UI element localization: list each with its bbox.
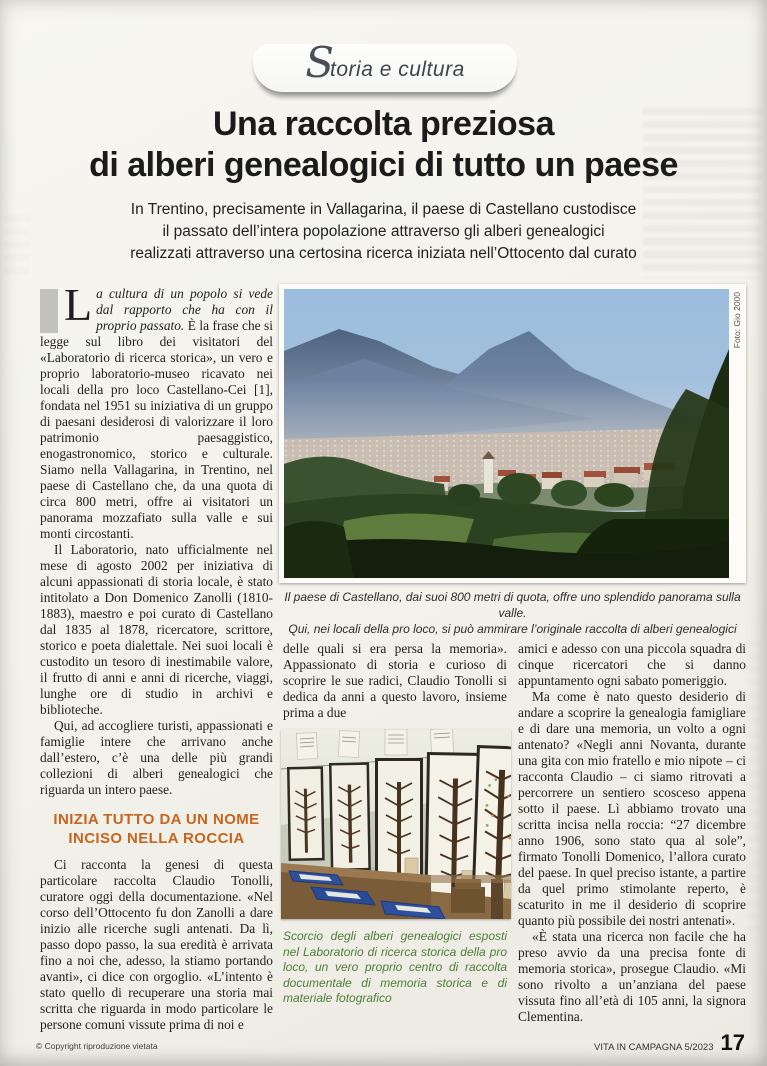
- article-lede: [60, 199, 707, 265]
- chair: [451, 879, 503, 919]
- article-column-1: [40, 279, 273, 1033]
- article-title-line1: Una raccolta preziosa: [213, 105, 554, 143]
- paragraph: Il Laboratorio, nato ufficialmente nel mese di agosto 2002 per iniziativa di alcuni appassionati di storia locale, è stato intitolato a Don Domenico Zanolli (1810-1883), maestro e poi curato di Castellano dal 1835 al 1878, ricercatore, scrittore, storico e poeta dialettale. Nei suoi locali è custodito un tesoro di inestimabile valore, il frutto di anni e anni di ricerche, viaggi, lunghe ore di studio in archivi e biblioteche.: [40, 542, 273, 717]
- main-photo-caption: [279, 589, 746, 637]
- paragraph: Qui, ad accogliere turisti, appassionati e famiglie intere che arrivano anche dall’estero, c’è una delle più grandi collezioni di alberi genealogici che riguarda un intero paese.: [40, 718, 273, 797]
- page-bleed-through: [747, 640, 761, 940]
- paragraph: Ma come è nato questo desiderio di andare a scoprire la genealogia famigliare e di dare una memoria, un volto a ogni antenato? «Negli anni Novanta, durante una gita con mio fratello e mio nipote – ci racconta Claudio – ci siamo ritrovati a percorrere un sentiero scosceso appena sotto il paese. Lì abbiamo trovato una scritta incisa nella roccia: “27 dicembre anno 1906, sono stato qua al sole”, firmato Tonolli Domenico, l’allora curato del paese. In quel preciso istante, a partire da quel primo stimolante reperto, è scaturito in me il desiderio di scoprire quanto più possibile dei nostri antenati».: [518, 689, 746, 928]
- article-column-3: [518, 641, 746, 1025]
- main-photo-caption-line2: Qui, nei locali della pro loco, si può ammirare l’originale raccolta di alberi genealogici: [288, 622, 737, 636]
- paragraph: [40, 279, 273, 542]
- section-tab: [253, 38, 517, 94]
- lede-line1: In Trentino, precisamente in Vallagarina, il paese di Castellano custodisce: [130, 201, 637, 218]
- main-photo-caption-line1: Il paese di Castellano, dai suoi 800 metri di quota, offre uno splendido panorama sulla valle.: [284, 590, 741, 620]
- section-label: toria e cultura: [330, 58, 465, 81]
- section-script-initial: S: [305, 38, 335, 87]
- paragraph: «È stata una ricerca non facile che ha preso avvio da una precisa fonte di memoria storica», prosegue Claudio. «Mi sono rivolto a un’anziana del paese vissuta fino all’età di 105 anni, la signora Clementina.: [518, 929, 746, 1024]
- article-title: [0, 104, 767, 186]
- magazine-issue: VITA IN CAMPAGNA 5/2023: [594, 1042, 714, 1053]
- section-heading-line1: INIZIA TUTTO DA UN NOME: [53, 811, 260, 828]
- dropcap-letter: L: [64, 279, 93, 330]
- photo-credit: Foto: Gio 2000: [732, 292, 742, 349]
- trees-photo-caption: Scorcio degli alberi genealogici esposti nel Laboratorio di ricerca storica della pro loco, un vero proprio centro di raccolta documentale di memoria storica e di materiale fotografico: [283, 929, 507, 1005]
- paragraph: delle quali si era persa la memoria». Appassionato di storia e curioso di scoprire le sue radici, Claudio Tonolli si dedica da anni a questo lavoro, insieme prima a due: [283, 641, 507, 720]
- dropcap-ornament: [40, 289, 58, 333]
- main-photo-frame: [279, 284, 746, 583]
- copyright-notice: © Copyright riproduzione vietata: [36, 1041, 158, 1051]
- paragraph: amici e adesso con una piccola squadra di cinque ricercatori che si danno appuntamento ogni sabato pomeriggio.: [518, 641, 746, 688]
- section-heading: [40, 810, 273, 848]
- lede-line2: il passato dell’intera popolazione attraverso gli alberi genealogici: [162, 223, 605, 240]
- paragraph-text: È la frase che si legge sul libro dei visitatori del «Laboratorio di ricerca storica», un vero e proprio laboratorio-museo ricavato nei locali della pro loco Castellano-Cei [1], fondata nel 1951 su iniziativa di un gruppo di paesani desiderosi di valorizzare il loro patrimonio paesaggistico, enogastronomico, storico e culturale. Siamo nella Vallagarina, in Trentino, nel paese di Castellano che, da una quota di circa 800 metri, offre ai visitatori un panorama mozzafiato sulla valle e sui monti circostanti.: [40, 318, 273, 541]
- lede-line3: realizzati attraverso una certosina ricerca iniziata nell’Ottocento dal curato: [130, 245, 637, 262]
- genealogical-trees-photo: [281, 729, 511, 919]
- page-number: 17: [720, 1030, 745, 1055]
- valley-panorama-photo: [284, 289, 729, 578]
- article-column-2: [283, 641, 507, 1007]
- article-title-line2: di alberi genealogici di tutto un paese: [89, 146, 678, 184]
- lead-sentence: a cultura di un popolo si vede dal rapporto che ha con il proprio passato.: [96, 286, 273, 333]
- paragraph: Ci racconta la genesi di questa particolare raccolta Claudio Tonolli, curatore oggi della documentazione. «Nel corso dell’Ottocento fu don Zanolli a dare inizio alle ricerche sugli antenati. Da lì, passo dopo passo, la sua eredità è arrivata fino a noi che, adesso, la stiamo portando avanti», ci dice con orgoglio. «L’intento è stato quello di recuperare una storia mai scritta che riguarda in modo particolare le persone comuni vissute prima di noi e: [40, 857, 273, 1032]
- footer-right: [594, 1030, 745, 1056]
- section-heading-line2: INCISO NELLA ROCCIA: [68, 830, 245, 847]
- page-bleed-through: [4, 215, 30, 275]
